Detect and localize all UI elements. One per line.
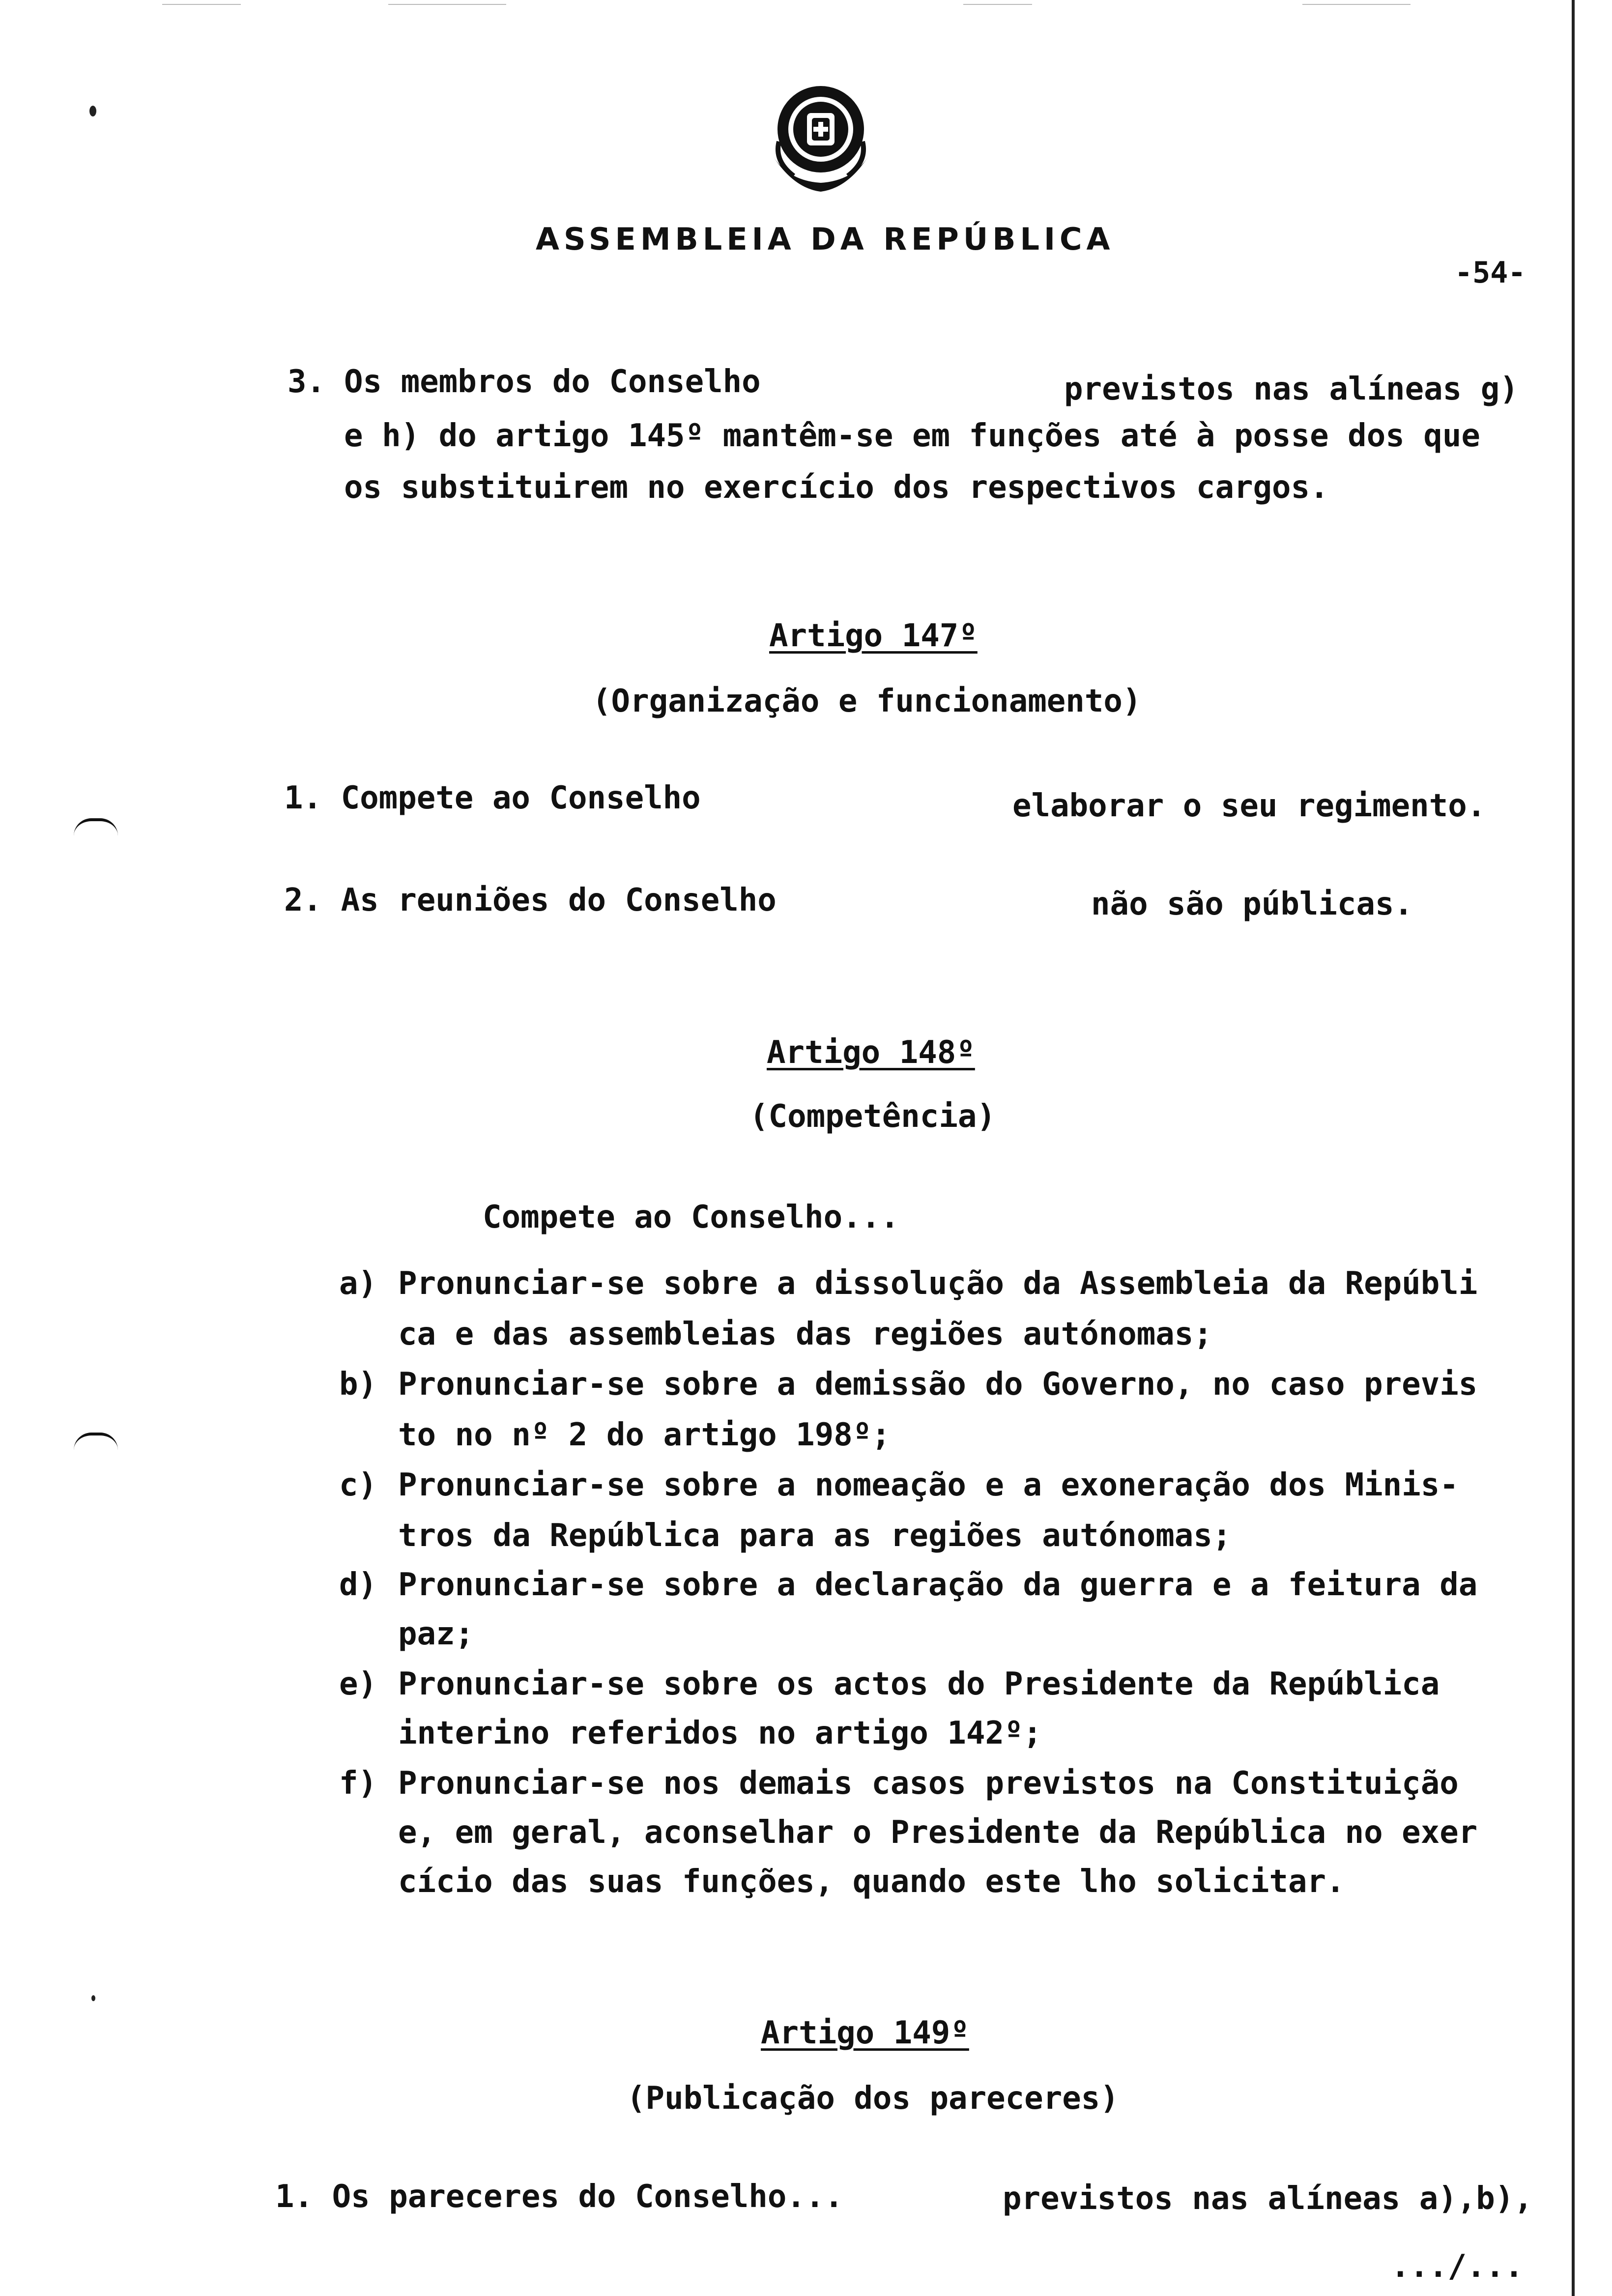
paragraph-text: e h) do artigo 145º mantêm-se em funções até à posse dos que xyxy=(344,418,1480,454)
list-item-text: interino referidos no artigo 142º; xyxy=(398,1715,1042,1751)
scan-artifact xyxy=(89,106,96,116)
list-item-text: Pronunciar-se sobre a nomeação e a exoneração dos Minis- xyxy=(398,1467,1459,1503)
list-item-label: e) xyxy=(339,1666,377,1702)
article-item: previstos nas alíneas a),b), xyxy=(1003,2181,1533,2217)
list-item-text: Pronunciar-se sobre a demissão do Governo, no caso previs xyxy=(398,1366,1478,1403)
punch-hole-mark xyxy=(74,1433,118,1450)
list-item-label: d) xyxy=(339,1567,377,1603)
institution-header: ASSEMBLEIA DA REPÚBLICA xyxy=(536,221,1115,257)
list-item-text: Pronunciar-se sobre a declaração da guerra e a feitura da xyxy=(398,1567,1478,1603)
list-item-label: a) xyxy=(339,1265,377,1302)
scan-artifact xyxy=(1302,4,1410,5)
list-item-text: ca e das assembleias das regiões autónomas; xyxy=(398,1316,1212,1352)
list-item-text: e, em geral, aconselhar o Presidente da República no exer xyxy=(398,1814,1478,1851)
article-item: elaborar o seu regimento. xyxy=(1012,788,1486,824)
continuation-mark: .../... xyxy=(1391,2248,1524,2285)
scan-artifact xyxy=(91,1995,95,2001)
list-item-text: tros da República para as regiões autónomas; xyxy=(398,1518,1232,1554)
page-number: -54- xyxy=(1455,256,1526,290)
list-item-text: Pronunciar-se sobre a dissolução da Assembleia da Repúbli xyxy=(398,1265,1478,1302)
scan-artifact xyxy=(388,4,506,5)
article-title: Artigo 149º xyxy=(761,2015,969,2051)
article-item: 1. Compete ao Conselho xyxy=(284,780,701,816)
article-subtitle: (Competência) xyxy=(749,1098,996,1135)
scan-artifact xyxy=(162,4,241,5)
article-item: 2. As reuniões do Conselho xyxy=(284,882,777,918)
article-intro: Compete ao Conselho... xyxy=(483,1199,899,1235)
scan-artifact xyxy=(963,4,1032,5)
list-item-text: to no nº 2 do artigo 198º; xyxy=(398,1417,891,1453)
paragraph-text: previstos nas alíneas g) xyxy=(1064,371,1519,407)
coat-of-arms-icon xyxy=(764,83,877,201)
paragraph-text: Os membros do Conselho xyxy=(344,364,761,400)
list-item-label: b) xyxy=(339,1366,377,1403)
punch-hole-mark xyxy=(74,818,118,836)
article-title: Artigo 147º xyxy=(769,618,978,654)
list-item-text: Pronunciar-se nos demais casos previstos na Constituição xyxy=(398,1765,1459,1802)
list-item-text: Pronunciar-se sobre os actos do Presidente da República xyxy=(398,1666,1440,1702)
page-edge-border xyxy=(1572,0,1575,2296)
article-subtitle: (Publicação dos pareceres) xyxy=(627,2080,1119,2117)
article-subtitle: (Organização e funcionamento) xyxy=(592,683,1142,719)
list-item-label: f) xyxy=(339,1765,377,1802)
paragraph-text: os substituirem no exercício dos respectivos cargos. xyxy=(344,469,1329,506)
article-item: não são públicas. xyxy=(1091,886,1413,922)
article-item: 1. Os pareceres do Conselho... xyxy=(275,2179,843,2215)
article-title: Artigo 148º xyxy=(767,1034,975,1071)
list-item-text: paz; xyxy=(398,1616,474,1652)
paragraph-number: 3. xyxy=(288,364,326,400)
list-item-label: c) xyxy=(339,1467,377,1503)
list-item-text: cício das suas funções, quando este lho solicitar. xyxy=(398,1864,1345,1900)
